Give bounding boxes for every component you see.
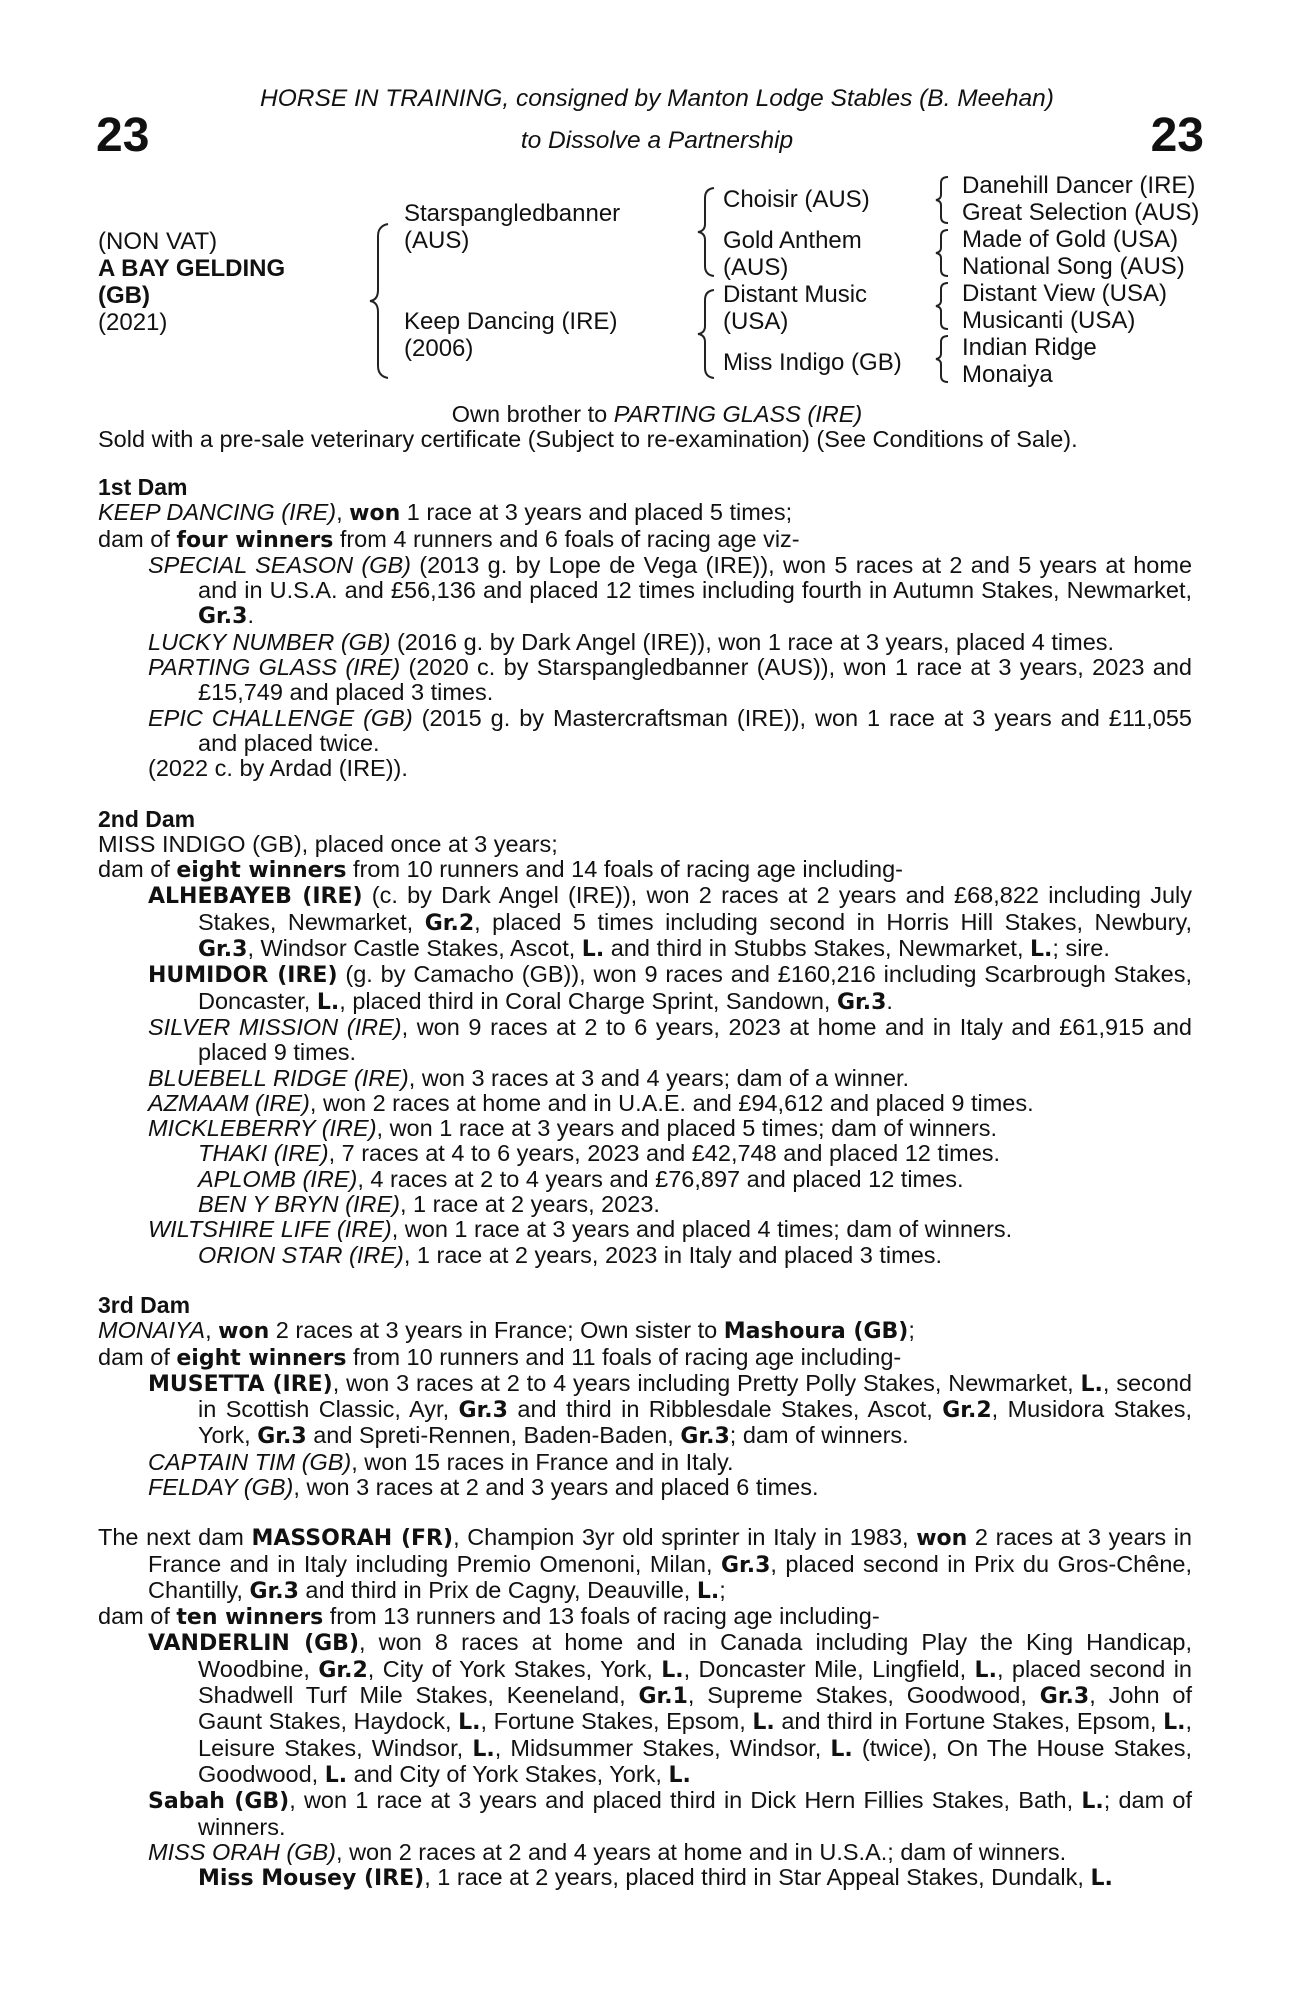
punctuation: ; (719, 1576, 726, 1603)
progeny-record: (c. by Dark Angel (IRE)), won 2 races at 2 years and £68,822 including July Stakes, Newmarket, (198, 882, 1192, 935)
listed-badge: L. (472, 1736, 495, 1762)
progeny-record: , won 2 races at 2 and 4 years at home and in U.S.A.; dam of winners. (336, 1838, 1067, 1865)
listed-badge: L. (324, 1762, 348, 1788)
progeny-entry (148, 1788, 1192, 1840)
grade-badge: Gr.3 (198, 937, 248, 963)
progeny-name: BLUEBELL RIDGE (IRE) (148, 1064, 409, 1091)
progeny-record: , Doncaster Mile, Lingfield, (683, 1655, 975, 1682)
grade-badge: Gr.2 (424, 910, 475, 936)
third-dam-summary: MONAIYA, won 2 races at 3 years in France; Own sister to Mashoura (GB); (98, 1317, 915, 1345)
progeny-entry (148, 1217, 1192, 1242)
progeny-record: , John of Gaunt Stakes, Haydock, (198, 1682, 1192, 1735)
progeny-record: , won 15 races in France and in Italy. (351, 1448, 734, 1475)
progeny-entry (148, 1371, 1192, 1450)
progeny-record: (2015 g. by Mastercraftsman (IRE)), won 1 race at 3 years and £11,055 and placed twice. (198, 704, 1192, 756)
pedigree-brace-dam (696, 288, 718, 380)
progeny-record: (g. by Camacho (GB)), won 9 races and £160,216 including Scarbrough Stakes, Doncaster, (198, 961, 1193, 1014)
pedigree-brace-gg3 (934, 281, 950, 331)
dam-year: (2006) (404, 335, 474, 362)
progeny-record: , Fortune Stakes, Epsom, (480, 1708, 753, 1735)
first-dam-produce-summary (98, 527, 1192, 553)
progeny-record: and City of York Stakes, York, (347, 1760, 669, 1787)
ggsire-2: Made of Gold (USA) (962, 226, 1179, 253)
pedigree-brace-sire (696, 186, 718, 278)
own-brother-label: Own brother to (451, 401, 608, 427)
progeny-record: , 1 race at 2 years, 2023 in Italy and placed 3 times. (403, 1241, 943, 1268)
progeny-record: , Windsor Castle Stakes, Ascot, (247, 935, 582, 962)
progeny-record: , won 3 races at 3 and 4 years; dam of a winner. (408, 1064, 910, 1091)
grandprogeny-entry (148, 1167, 1192, 1192)
progeny-name: Sabah (GB) (148, 1789, 290, 1815)
won-word: won (218, 1319, 270, 1345)
pedigree-brace-gg2 (934, 228, 950, 278)
next-dam-record: , placed second in Prix du Gros-Chêne, Chantilly, (148, 1550, 1192, 1603)
progeny-record: , Musidora Stakes, York, (198, 1396, 1192, 1449)
listed-badge: L. (668, 1762, 691, 1788)
sire-dam-origin: (AUS) (723, 254, 789, 281)
progeny-record: , won 1 race at 3 years and placed 4 times; dam of winners. (391, 1216, 1013, 1243)
progeny-name: Miss Mousey (IRE) (198, 1866, 425, 1892)
listed-badge: L. (458, 1710, 481, 1736)
ggdam-1: Great Selection (AUS) (962, 199, 1200, 226)
grandprogeny-entry (148, 1192, 1192, 1217)
progeny-record: , City of York Stakes, York, (367, 1655, 662, 1682)
won-word: won (916, 1526, 968, 1552)
vat-status: (NON VAT) (98, 228, 218, 255)
lot-number-right: 23 (1150, 109, 1204, 162)
listed-badge: L. (1081, 1789, 1104, 1815)
grade-badge: Gr.3 (458, 1398, 508, 1424)
next-dam-name: MASSORAH (FR) (251, 1526, 454, 1552)
progeny-record: , placed 5 times including second in Horris Hill Stakes, Newbury, (474, 908, 1192, 935)
progeny-name: FELDAY (GB) (148, 1473, 294, 1500)
progeny-entry: (2022 c. by Ardad (IRE)). (148, 755, 408, 782)
grade-badge: Gr.3 (1039, 1684, 1090, 1710)
third-dam-record: 2 races at 3 years in France; Own sister to (269, 1317, 724, 1344)
progeny-record: (2013 g. by Lope de Vega (IRE)), won 5 races at 2 and 5 years at home and in U.S.A. and £56,136 and placed 12 times including fourth in Autumn Stakes, Newmarket, (198, 551, 1193, 604)
dam-of-label: dam of (98, 525, 177, 552)
progeny-name: SPECIAL SEASON (GB) (148, 551, 411, 578)
third-dam-produce-summary (98, 1345, 1192, 1371)
horse-name: A BAY GELDING (98, 255, 286, 282)
next-dam-record: 2 races at 3 years in France and in Italy including Premio Omenoni, Milan, (148, 1524, 1193, 1577)
progeny-entry (148, 706, 1192, 757)
progeny-record: , Supreme Stakes, Goodwood, (687, 1682, 1040, 1709)
next-dam-produce-summary (98, 1604, 1192, 1630)
progeny-entry (148, 1066, 1192, 1091)
progeny-record: , Leisure Stakes, Windsor, (198, 1708, 1192, 1761)
grade-badge: Gr.2 (318, 1657, 368, 1683)
ggsire-4: Indian Ridge (962, 334, 1097, 361)
progeny-name: LUCKY NUMBER (GB) (148, 628, 391, 655)
progeny-record: , won 9 races at 2 to 6 years, 2023 at home and in Italy and £61,915 and placed 9 times. (198, 1013, 1192, 1066)
progeny-name: BEN Y BRYN (IRE) (198, 1191, 400, 1218)
progeny-entry (148, 1475, 1192, 1500)
sire-dam-name: Gold Anthem (723, 227, 862, 254)
progeny-name: PARTING GLASS (IRE) (148, 654, 401, 681)
second-dam-heading: 2nd Dam (98, 805, 196, 832)
progeny-record: (2020 c. by Starspangledbanner (AUS)), won 1 race at 3 years, 2023 and £15,749 and placed 3 times. (198, 654, 1192, 706)
grade-badge: Gr.3 (680, 1424, 730, 1450)
winners-count: four winners (176, 527, 334, 553)
second-dam-summary: MISS INDIGO (GB), placed once at 3 years; (98, 830, 558, 857)
progeny-entry (148, 1116, 1192, 1141)
dam-name: Keep Dancing (IRE) (404, 308, 618, 335)
won-word: won (349, 501, 401, 527)
next-dam-summary (98, 1525, 1192, 1604)
progeny-name: MISS ORAH (GB) (148, 1838, 337, 1865)
ggsire-3: Distant View (USA) (962, 280, 1167, 307)
progeny-entry (148, 1630, 1192, 1788)
listed-badge: L. (581, 937, 605, 963)
progeny-record: ; dam of winners. (729, 1422, 909, 1449)
progeny-entry (148, 655, 1192, 706)
progeny-record: and third in Stubbs Stakes, Newmarket, (604, 935, 1030, 962)
third-dam-heading: 3rd Dam (98, 1291, 191, 1318)
sire-name: Starspangledbanner (404, 200, 621, 227)
grandprogeny-entry (148, 1243, 1192, 1268)
dam-sire-name: Distant Music (723, 281, 868, 308)
progeny-record: , 1 race at 2 years, 2023. (399, 1191, 660, 1218)
progeny-entry (148, 553, 1192, 630)
pedigree-brace-gg4 (934, 334, 950, 384)
progeny-name: ORION STAR (IRE) (198, 1241, 404, 1268)
progeny-name: MUSETTA (IRE) (148, 1371, 333, 1397)
pedigree-brace-gg1 (934, 175, 950, 225)
progeny-record: and third in Ribblesdale Stakes, Ascot, (507, 1396, 943, 1423)
winners-count: eight winners (176, 1345, 347, 1371)
progeny-entry (148, 1450, 1192, 1475)
grade-badge: Gr.3 (249, 1578, 299, 1604)
progeny-record: (twice), On The House Stakes, Goodwood, (198, 1734, 1192, 1787)
grade-badge: Gr.3 (198, 604, 248, 630)
dam-dam: Miss Indigo (GB) (723, 349, 902, 376)
second-dam-produce-summary (98, 857, 1192, 883)
progeny-name: APLOMB (IRE) (198, 1165, 358, 1192)
punctuation: ; (908, 1317, 915, 1344)
dam-of-label: dam of (98, 1603, 177, 1630)
listed-badge: L. (830, 1736, 853, 1762)
listed-badge: L. (696, 1578, 720, 1604)
third-dam-name: MONAIYA (98, 1317, 206, 1344)
lot-number-left: 23 (96, 109, 150, 162)
progeny-record: , won 8 races at home and in Canada including Play the King Handicap, Woodbine, (198, 1629, 1192, 1682)
first-dam-heading: 1st Dam (98, 474, 188, 500)
dam-details (98, 475, 1192, 1891)
progeny-name: THAKI (IRE) (198, 1140, 329, 1167)
dam-of-label: dam of (98, 1343, 177, 1370)
pedigree-brace-main (368, 222, 392, 380)
progeny-name: HUMIDOR (IRE) (148, 963, 338, 989)
progeny-record: , Midsummer Stakes, Windsor, (494, 1734, 831, 1761)
progeny-name: CAPTAIN TIM (GB) (148, 1448, 352, 1475)
progeny-name: ALHEBAYEB (IRE) (148, 884, 363, 910)
progeny-record: , won 2 races at home and in U.A.E. and £94,612 and placed 9 times. (309, 1089, 1034, 1116)
progeny-record: and third in Fortune Stakes, Epsom, (774, 1708, 1164, 1735)
progeny-record: ; sire. (1052, 935, 1110, 962)
horse-origin: (GB) (98, 282, 150, 309)
dam-sire-origin: (USA) (723, 308, 789, 335)
winners-count: ten winners (176, 1605, 324, 1631)
progeny-entry (148, 630, 1192, 655)
grandprogeny-entry (148, 1865, 1192, 1891)
progeny-entry (148, 1091, 1192, 1116)
sister-name: Mashoura (GB) (723, 1319, 909, 1345)
produce-count: from 4 runners and 6 foals of racing age viz- (333, 525, 800, 552)
horse-year: (2021) (98, 309, 168, 336)
grade-badge: Gr.2 (942, 1398, 992, 1424)
grade-badge: Gr.3 (836, 989, 887, 1015)
grandprogeny-entry (148, 1141, 1192, 1166)
progeny-record: ; dam of winners. (198, 1787, 1192, 1840)
ggdam-2: National Song (AUS) (962, 253, 1185, 280)
consignment-subline: to Dissolve a Partnership (520, 127, 794, 154)
progeny-entry (148, 1015, 1192, 1066)
progeny-record: and Spreti-Rennen, Baden-Baden, (306, 1422, 681, 1449)
first-dam-record: 1 race at 3 years and placed 5 times; (400, 499, 793, 526)
progeny-record: (2016 g. by Dark Angel (IRE)), won 1 race at 3 years, placed 4 times. (390, 628, 1115, 655)
own-brother-name: PARTING GLASS (IRE) (613, 401, 863, 427)
progeny-record: , second in Scottish Classic, Ayr, (198, 1369, 1193, 1423)
progeny-record: , 1 race at 2 years, placed third in Star Appeal Stakes, Dundalk, (424, 1864, 1091, 1891)
progeny-entry (148, 883, 1192, 962)
listed-badge: L. (1030, 937, 1053, 963)
sire-origin: (AUS) (404, 227, 470, 254)
next-dam-record: , Champion 3yr old sprinter in Italy in 1983, (453, 1524, 917, 1551)
first-dam-summary: KEEP DANCING (IRE), won 1 race at 3 years and placed 5 times; (98, 499, 793, 527)
grade-badge: Gr.1 (638, 1684, 688, 1710)
ggdam-3: Musicanti (USA) (962, 307, 1136, 334)
grade-badge: Gr.3 (257, 1424, 307, 1450)
progeny-record: , won 3 races at 2 and 3 years and placed 6 times. (293, 1473, 819, 1500)
dam-of-label: dam of (98, 856, 177, 883)
listed-badge: L. (1163, 1710, 1186, 1736)
produce-count: from 10 runners and 11 foals of racing age including- (346, 1343, 902, 1370)
progeny-entry (148, 1840, 1192, 1865)
progeny-record: , 4 races at 2 to 4 years and £76,897 and placed 12 times. (357, 1165, 964, 1192)
grade-badge: Gr.3 (720, 1552, 771, 1578)
winners-count: eight winners (176, 858, 347, 884)
ggsire-1: Danehill Dancer (IRE) (962, 172, 1196, 199)
progeny-record: , 7 races at 4 to 6 years, 2023 and £42,748 and placed 12 times. (328, 1140, 1001, 1167)
sire-sire: Choisir (AUS) (723, 186, 870, 213)
progeny-name: SILVER MISSION (IRE) (148, 1013, 402, 1040)
listed-badge: L. (1080, 1371, 1103, 1397)
progeny-name: AZMAAM (IRE) (148, 1089, 310, 1116)
first-dam-name: KEEP DANCING (IRE) (98, 499, 337, 526)
progeny-record: , placed second in Shadwell Turf Mile Stakes, Keeneland, (198, 1655, 1193, 1709)
progeny-name: VANDERLIN (GB) (148, 1631, 360, 1657)
listed-badge: L. (1090, 1866, 1113, 1892)
progeny-record: , placed third in Coral Charge Sprint, Sandown, (339, 987, 837, 1014)
progeny-record: , won 3 races at 2 to 4 years including Pretty Polly Stakes, Newmarket, (332, 1369, 1081, 1396)
listed-badge: L. (661, 1657, 684, 1683)
listed-badge: L. (752, 1710, 775, 1736)
ggdam-4: Monaiya (962, 361, 1053, 388)
progeny-name: MICKLEBERRY (IRE) (148, 1115, 377, 1142)
produce-count: from 13 runners and 13 foals of racing age including- (323, 1603, 880, 1630)
progeny-entry (148, 962, 1192, 1015)
progeny-record: , won 1 race at 3 years and placed 5 times; dam of winners. (376, 1115, 997, 1142)
vet-certificate-note: Sold with a pre-sale veterinary certificate (Subject to re-examination) (See Conditions of Sale). (98, 426, 1078, 452)
listed-badge: L. (974, 1657, 997, 1683)
next-dam-label: The next dam (98, 1524, 252, 1551)
progeny-name: WILTSHIRE LIFE (IRE) (148, 1216, 392, 1243)
punctuation: . (247, 602, 254, 629)
next-dam-record: and third in Prix de Cagny, Deauville, (298, 1576, 697, 1603)
punctuation: . (886, 987, 893, 1014)
produce-count: from 10 runners and 14 foals of racing age including- (346, 856, 903, 883)
progeny-name: EPIC CHALLENGE (GB) (148, 704, 413, 731)
progeny-record: , won 1 race at 3 years and placed third in Dick Hern Fillies Stakes, Bath, (289, 1787, 1082, 1814)
own-brother-note (0, 401, 1314, 428)
listed-badge: L. (316, 989, 340, 1015)
consignment-line: HORSE IN TRAINING, consigned by Manton Lodge Stables (B. Meehan) (260, 85, 1054, 112)
